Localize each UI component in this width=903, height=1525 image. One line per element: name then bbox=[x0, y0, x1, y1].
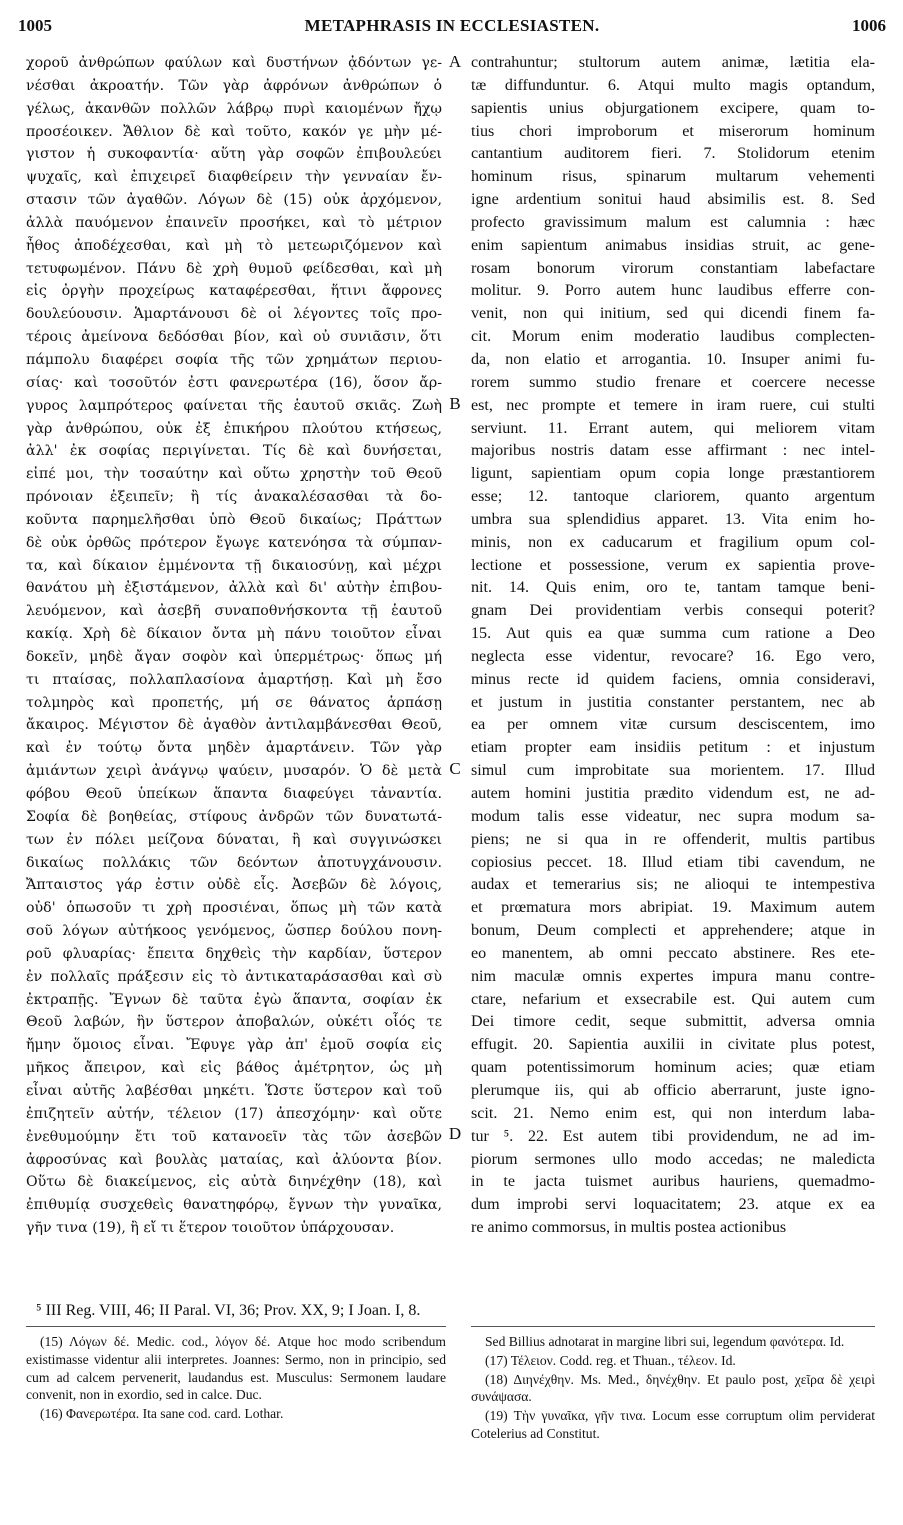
latin-text-line: cantantium auditorem fieri. 7. Stolidorum etenim bbox=[471, 145, 875, 163]
greek-text-line: πρόνοιαν ἐξειπεῖν; ἢ τίς ἀνακαλέσασθαι τὰ δο- bbox=[26, 489, 442, 506]
latin-text-line: eo manentem, ab omni peccato abstinere. Res ete- bbox=[471, 944, 875, 962]
greek-text-line: πάμπολυ διαφέρει σοφία τῆς τῶν χρημάτων περιου- bbox=[26, 351, 442, 368]
latin-text-line: 15. Aut quis ea quæ summa cum ratione a Deo bbox=[471, 625, 875, 643]
footnote-divider-left bbox=[26, 1326, 446, 1327]
latin-text-line: copiosius peccet. 18. Illud etiam tibi cavendum, ne bbox=[471, 853, 875, 871]
latin-text-line: umbra sua splendidius apparet. 13. Vita enim ho- bbox=[471, 510, 875, 528]
greek-text-line: δουλεύουσιν. Ἁμαρτάνουσι δὲ οἱ λέγοντες τοῖς προ- bbox=[26, 306, 442, 323]
margin-marker-a: A bbox=[448, 52, 462, 71]
latin-text-line: ea per omnem vitæ cursum desciscentem, imo bbox=[471, 716, 875, 734]
greek-text-line: εἶναι αὐτῆς λαβέσθαι μηκέτι. Ὥστε ὕστερον καὶ τοῦ bbox=[26, 1082, 442, 1099]
latin-text-line: esse; 12. tantoque clariorem, quanto argentum bbox=[471, 488, 875, 506]
latin-text-line: etiam propter eam insidiis petitum : et injustum bbox=[471, 739, 875, 757]
latin-text-line: da, non elatio et arrogantia. 10. Insuper animi fu- bbox=[471, 350, 875, 368]
greek-text-line: χοροῦ ἀνθρώπων φαύλων καὶ δυστήνων ᾀδόντων γε- bbox=[26, 55, 442, 71]
latin-text-line: sapientis unius objurgationem excipere, quam to- bbox=[471, 99, 875, 117]
latin-text-line: et prœmatura mors abripiat. 19. Maximum autem bbox=[471, 899, 875, 917]
greek-text-line: καὶ ἐν τούτῳ ὄντα μηδὲν ἁμαρτάνειν. Τῶν γὰρ bbox=[26, 740, 442, 757]
latin-text-line: piens; ne si qua in re offenderit, multis partibus bbox=[471, 830, 875, 848]
greek-text-line: ἐνεθυμούμην ἔτι τοῦ κατανοεῖν τὰς τῶν ἀσεβῶν bbox=[26, 1128, 442, 1145]
latin-text-line: neglecta esse videntur, revocare? 16. Ego vero, bbox=[471, 647, 875, 665]
latin-text-line: scit. 21. Nemo enim est, qui non interdum laba- bbox=[471, 1104, 875, 1122]
greek-text-line: κακίᾳ. Χρὴ δὲ δίκαιον ὄντα μὴ πάνυ τοιοῦτον εἶναι bbox=[26, 626, 442, 643]
latin-text-line: et justum in justitia constanter perstantem, nec ab bbox=[471, 693, 875, 711]
greek-text-line: τέροις ἀμείνονα δεδόσθαι βίον, καὶ οὐ συνιᾶσιν, ὅτι bbox=[26, 329, 442, 346]
latin-column bbox=[471, 52, 875, 1342]
greek-text-line: στασιν τῶν ἀγαθῶν. Λόγων δὲ (15) οὐκ ἀρχόμενον, bbox=[26, 192, 442, 209]
greek-text-line: Οὕτω δὲ διακείμενος, εἰς αὐτὰ διηνέχθην (18), καὶ bbox=[26, 1174, 442, 1191]
running-title: METAPHRASIS IN ECCLESIASTEN. bbox=[304, 16, 600, 35]
greek-text-line: ἀλλ' ἐκ σοφίας περιγίνεται. Τίς δὲ καὶ δυνήσεται, bbox=[26, 443, 442, 460]
greek-text-line: γῆν τινα (19), ἢ εἴ τι ἕτερον τοιοῦτον ὑπάρχουσαν. bbox=[26, 1220, 395, 1237]
footnotes-left bbox=[26, 1333, 446, 1424]
latin-text-line: rosam bonorum virorum constantiam labefactare bbox=[471, 259, 875, 277]
page-number-left: 1005 bbox=[18, 16, 52, 35]
greek-text-line: θανάτου μὴ ἐξιστάμενον, ἀλλὰ καὶ δι' αὐτὴν ἐπιβου- bbox=[26, 580, 442, 597]
greek-text-line: τι πταίσας, πολλαπλασίονα ἁμαρτήσῃ. Καὶ μὴ ἔσο bbox=[26, 671, 442, 688]
footnotes-right bbox=[471, 1333, 875, 1444]
greek-text-line: δὲ οὐκ ὀρθῶς πρότερον ἔγωγε κατενόησα τὰ σύμπαν- bbox=[26, 534, 442, 551]
greek-text-line: εἰπέ μοι, τὴν τοσαύτην καὶ οὕτω χρηστὴν τοῦ Θεοῦ bbox=[26, 466, 442, 483]
latin-text-line: minus recte id quidem faciens, omnia consideravi, bbox=[471, 670, 875, 688]
greek-column bbox=[26, 52, 442, 1352]
greek-text-line: ἐκτραπῇς. Ἔγνων δὲ ταῦτα ἐγὼ ἅπαντα, σοφίαν ἐκ bbox=[26, 991, 442, 1008]
greek-text-line: κοῦντα παρημελῆσθαι ὑπὸ Θεοῦ δικαίως; Πράττων bbox=[26, 511, 442, 528]
latin-text-line: audax et temerarius sis; ne alioqui te intempestiva bbox=[471, 876, 875, 894]
greek-text-line: λευόμενον, καὶ ἀσεβῆ συναποθνήσκοντα τῇ ἑαυτοῦ bbox=[26, 603, 442, 620]
greek-text-line: ἀφροσύνας καὶ βουλὰς ματαίας, καὶ ἀλύοντα βίον. bbox=[26, 1151, 442, 1168]
greek-text-line: φόβου Θεοῦ ὑπείκων ἅπαντα διαφεύγει τἀναντία. bbox=[26, 786, 442, 802]
greek-text-line: ἐπιζητεῖν αὐτήν, τέλειον (17) ἀπεσχόμην· καὶ οὔτε bbox=[26, 1105, 442, 1122]
latin-text-line: igne ardentium sonitui haud absimilis est. 8. Sed bbox=[471, 191, 875, 209]
latin-text-line: molitur. 9. Porro autem hunc laudibus efferre con- bbox=[471, 282, 875, 300]
greek-text-line: ἐπιθυμίᾳ συσχεθεὶς θανατηφόρῳ, ἔγνων τὴν γυναῖκα, bbox=[26, 1197, 442, 1214]
latin-text-line: ligunt, sapientiam opum copia longe præstantiorem bbox=[471, 465, 875, 483]
latin-text-line: rorem summo studio frenare et coercere necesse bbox=[471, 373, 875, 391]
greek-text-line: δικαίως πολλάκις τῶν δεόντων ἀποτυγχάνουσιν. bbox=[26, 854, 442, 871]
greek-text-line: ροῦ φλυαρίας· ἔπειτα δηχθεὶς τὴν καρδίαν, ὕστερον bbox=[26, 945, 442, 962]
latin-text-line: contrahuntur; stultorum autem animæ, lætitia ela- bbox=[471, 54, 875, 71]
greek-text-line: δοκεῖν, μηδὲ ἄγαν σοφὸν καὶ ὑπερμέτρως· ὅπως μή bbox=[26, 648, 442, 665]
greek-text-line: τα, καὶ δίκαιον ἐμμένοντα τῇ δικαιοσύνῃ, καὶ μέχρι bbox=[26, 557, 442, 574]
latin-text-line: plerumque iis, qui ab officio aberrarunt, juste igno- bbox=[471, 1081, 875, 1099]
greek-text-line: ἤμην ὅμοιος εἶναι. Ἔφυγε γὰρ ἀπ' ἐμοῦ σοφία εἰς bbox=[26, 1037, 442, 1054]
latin-text-line: profecto gravissimum malum est calumnia : hæc bbox=[471, 213, 875, 231]
latin-text-line: simul cum improbitate sua morientem. 17. Illud bbox=[471, 762, 875, 780]
latin-text-line: in te jacta tuismet auribus hauriens, quemadmo- bbox=[471, 1173, 875, 1191]
latin-text-line: enim sapientum animabus insidias struit, ac gene- bbox=[471, 236, 875, 254]
greek-text-line: τετυφωμένον. Πάνυ δὲ χρὴ θυμοῦ φείδεσθαι, καὶ μὴ bbox=[26, 260, 442, 277]
latin-text-line: gnam Dei providentiam verbis consequi poterit? bbox=[471, 602, 875, 620]
greek-text-line: εἰς ὀργὴν προχείρως καταφέρεσθαι, ἥτινι ἄφρονες bbox=[26, 283, 442, 300]
greek-text-line: προσέοικεν. Ἄθλιον δὲ καὶ τοῦτο, κακόν γε μὴν μέ- bbox=[26, 123, 442, 140]
greek-text-line: ἄκαιρος. Μέγιστον δὲ ἀγαθὸν ἀντιλαμβάνεσθαι Θεοῦ, bbox=[26, 717, 442, 734]
greek-text-line: ἐν πολλαῖς πράξεσιν εἰς τὸ ἀντικαταράσασθαι καὶ σὺ bbox=[26, 968, 442, 985]
latin-text-line: venit, non qui initium, sed qui dicendi finem fa- bbox=[471, 305, 875, 323]
footnote-15: (15) Λόγων δέ. Medic. cod., λόγον δέ. Atque hoc modo scribendum existimasse videntur alii interpretes. Joannes: Sermo, non in principio, sed cum ad calcem pervenerit, laudandus est. Musculus: Sermonem laudare convenit, non in exordio, sed in calce. Duc. bbox=[26, 1334, 446, 1403]
greek-text-line: σίας· καὶ τοσοῦτόν ἐστι φανερωτέρα (16), ὅσον ἄρ- bbox=[26, 374, 442, 391]
latin-text-line: re animo commorsus, in multis postea actionibus bbox=[471, 1219, 787, 1237]
latin-text-line: modum talis esse videatur, nec supra modum sa- bbox=[471, 807, 875, 825]
latin-text-line: majoribus nostris datam esse affirmant : nec intel- bbox=[471, 442, 875, 460]
greek-text-line: Σοφία δὲ βοηθείας, στίφους ἀνδρῶν τῶν δυνατωτά- bbox=[26, 808, 442, 825]
footnote-17: (17) Τέλειον. Codd. reg. et Thuan., τέλεον. Id. bbox=[485, 1352, 736, 1368]
latin-text-line: bonum, Deum complecti et apprehendere; atque in bbox=[471, 922, 875, 940]
latin-text-line: effugit. 20. Sapientia auxilii in civitate plus potest, bbox=[471, 1036, 875, 1054]
latin-text-line: tæ diffunduntur. 6. Atqui multo magis optandum, bbox=[471, 76, 875, 94]
scripture-reference: ⁵ III Reg. VIII, 46; II Paral. VI, 36; Prov. XX, 9; I Joan. I, 8. bbox=[36, 1302, 421, 1319]
footnote-16-continued: Sed Billius adnotarat in margine libri sui, legendum φανότερα. Id. bbox=[485, 1334, 845, 1349]
greek-text-line: σοῦ λόγων αὐτήκοος γενόμενος, ὥσπερ δούλου πονη- bbox=[26, 923, 442, 940]
greek-text-line: ψυχαῖς, καὶ ἐπιχειρεῖ διαφθείρειν τὴν γενναίαν ἔν- bbox=[26, 169, 442, 186]
latin-text-line: autem homini justitia prædito videndum est, ne ad- bbox=[471, 785, 875, 802]
latin-text-line: Dei timore cedit, seque submittit, adversa omnia bbox=[471, 1013, 875, 1031]
greek-text-line: ἀμιάντων χειρὶ ἀνάγνῳ ψαύειν, μυσαρόν. Ὁ δὲ μετὰ bbox=[26, 763, 442, 780]
latin-text-line: est, nec prompte et temere in iram ruere, cui stulti bbox=[471, 396, 875, 414]
latin-text-line: tur ⁵. 22. Est autem tibi providendum, ne ad im- bbox=[471, 1127, 875, 1145]
greek-text-line: Θεοῦ λαβών, ἣν ὕστερον ἀποβαλών, οὐκέτι οἷός τε bbox=[26, 1014, 442, 1031]
greek-text-line: τολμηρὸς καὶ προπετής, μή σε θάνατος ἁρπάσῃ bbox=[26, 694, 442, 711]
footnote-divider-right bbox=[471, 1326, 875, 1327]
greek-text-line: νέσθαι ἀκροατήν. Τῶν γὰρ ἀφρόνων ἀνθρώπων ὁ bbox=[26, 77, 442, 94]
latin-text-line: piorum sermones ullo modo accedas; ne maledicta bbox=[471, 1150, 875, 1168]
margin-marker-b: B bbox=[449, 394, 461, 413]
greek-text-line: των ἐν πόλει μείζονα δύναται, ἢ καὶ συγγινώσκει bbox=[26, 831, 442, 848]
latin-text-line: tius chori improborum et miserorum hominum bbox=[471, 122, 875, 140]
greek-text-line: γυρος λαμπρότερος φαίνεται τῆς ἑαυτοῦ σκιᾶς. Ζωὴ bbox=[26, 397, 442, 414]
greek-text-line: ἦθος ἀποδέχεσθαι, καὶ μὴ τὸ μετεωριζόμενον καὶ bbox=[26, 237, 442, 254]
footnote-19: (19) Τὴν γυναῖκα, γῆν τινα. Locum esse corruptum olim perviderat Cotelerius ad Constitut. bbox=[471, 1408, 875, 1441]
latin-text-line: nim maculæ omnis expertes impura manu contre- bbox=[471, 967, 875, 985]
margin-marker-d: D bbox=[448, 1124, 462, 1143]
greek-text-line: γὰρ ἀνθρώπου, οὐκ ἐξ ἐπικήρου πλούτου κτήσεως, bbox=[26, 420, 442, 437]
greek-text-line: γιστον ἡ συκοφαντία· αὕτη γὰρ σοφῶν ἐπιβουλεύει bbox=[26, 146, 442, 163]
latin-text-line: quam potentissimorum hominum acies; quæ etiam bbox=[471, 1059, 875, 1077]
greek-text-line: οὐδ' ὁπωσοῦν τι χρὴ προσιέναι, ὅπως μὴ τῶν κατὰ bbox=[26, 900, 442, 917]
margin-marker-c: C bbox=[449, 759, 461, 778]
footnote-16: (16) Φανερωτέρα. Ita sane cod. card. Lothar. bbox=[40, 1406, 284, 1422]
greek-text-line: ἀλλὰ παυόμενον ἐπαινεῖν προσήκει, καὶ τὸ μέτριον bbox=[26, 214, 442, 231]
latin-text-line: serviunt. 11. Errant autem, qui meliorem vitam bbox=[471, 419, 875, 437]
page-number-right: 1006 bbox=[852, 16, 886, 35]
greek-text-line: γέλως, ἀκανθῶν πολλῶν λάβρῳ πυρὶ καιομένων ἤχῳ bbox=[26, 100, 442, 117]
latin-text-line: lectione et possessione, verum ex sapientia prove- bbox=[471, 556, 875, 574]
latin-text-line: nit. 14. Quis enim, oro te, tantam tamque beni- bbox=[471, 579, 875, 597]
latin-text-line: ctare, nefarium et exsecrabile est. Qui autem cum bbox=[471, 990, 875, 1008]
latin-text-line: cit. Morum enim moderatio laudibus complecten- bbox=[471, 328, 875, 346]
page-header bbox=[18, 16, 886, 42]
latin-text-line: hominum risus, spinarum multarum vehementi bbox=[471, 168, 875, 186]
latin-text-line: dum improbi servi loquacitatem; 23. atque ex ea bbox=[471, 1196, 875, 1214]
latin-text-line: minis, non ex caducarum et fragilium opum col- bbox=[471, 533, 875, 551]
greek-text-line: μῆκος ἄπειρον, καὶ εἰς βάθος ἀμέτρητον, ὡς μὴ bbox=[26, 1060, 442, 1077]
greek-text-line: Ἄπταιστος γάρ ἐστιν οὐδὲ εἷς. Ἀσεβῶν δὲ λόγοις, bbox=[26, 877, 442, 894]
footnote-18: (18) Διηνέχθην. Ms. Med., δηνέχθην. Et paulo post, χεῖρα δὲ χειρὶ συνάψασα. bbox=[471, 1371, 875, 1405]
